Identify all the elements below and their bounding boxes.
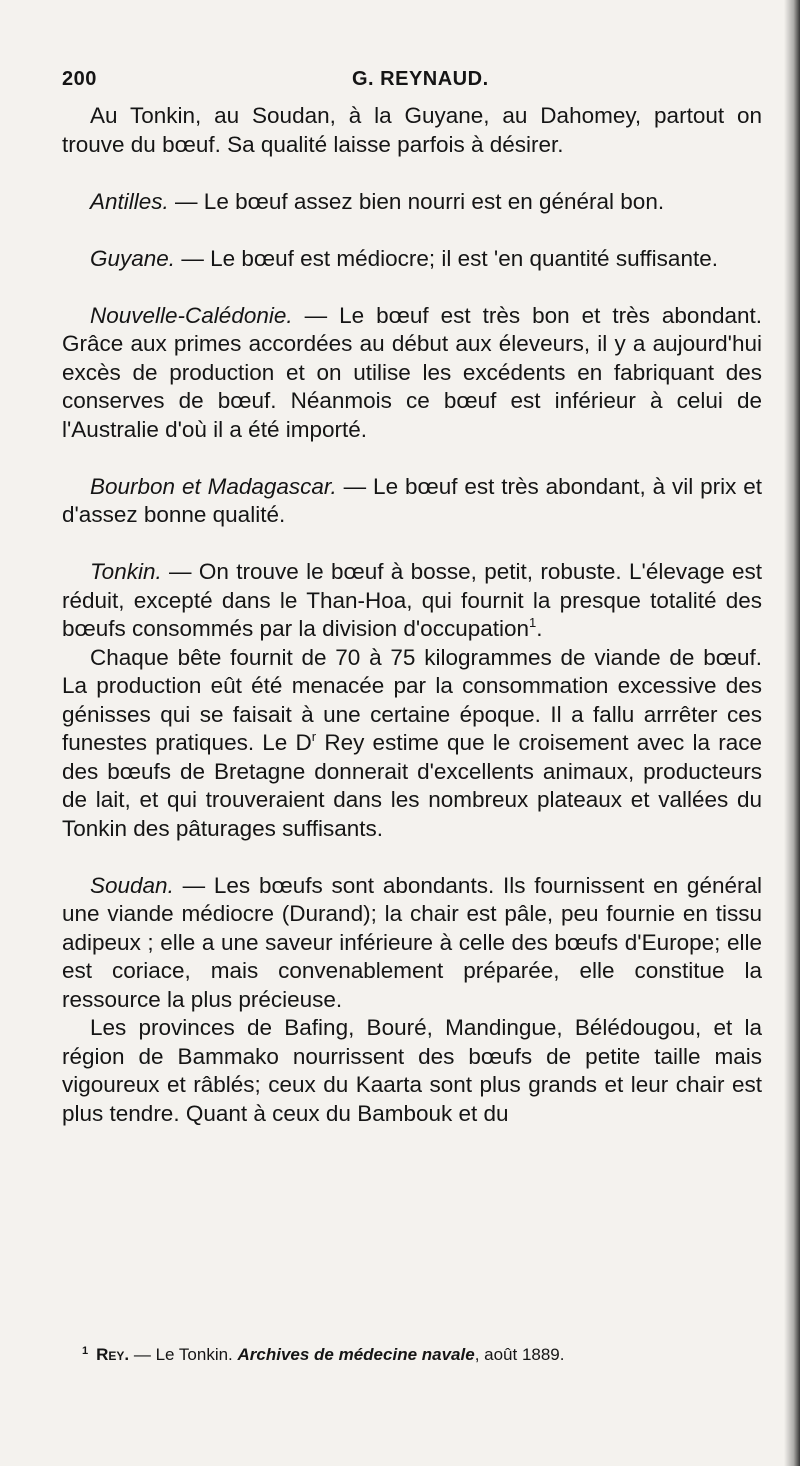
- footnote-author: Rey.: [96, 1345, 130, 1364]
- superscript-abbrev: r: [311, 729, 317, 744]
- footnote: [82, 1340, 762, 1366]
- paragraph-text: — Le bœuf est très abondant, à vil prix et d'assez bonne qualité.: [62, 473, 762, 527]
- paragraph-bourbon: [62, 473, 762, 530]
- paragraph-text: Rey estime que le croisement avec la race des bœufs de Bretagne donnerait d'excellents animaux, producteurs de lait, et qui trouveraient dans les nombreux plateaux et vallées du Tonkin des pâturages suffisants.: [62, 730, 762, 841]
- footnote-reference: 1: [529, 615, 537, 630]
- section-heading: Bourbon et Madagascar.: [90, 473, 337, 499]
- paragraph-text: — Les bœufs sont abondants. Ils fournissent en général une viande médiocre (Durand); la chair est pâle, peu fournie en tissu adipeux ; elle a une saveur inférieure à celle des bœufs d'Europe; elle est coriace, mais convenablement préparée, elle constitue la ressource la plus précieuse.: [62, 872, 762, 1012]
- paragraph-antilles: [62, 188, 762, 217]
- paragraph-intro: [62, 102, 762, 159]
- section-heading: Guyane.: [90, 245, 176, 271]
- paragraph-chaque-bete: [62, 644, 762, 844]
- paragraph-text: — Le bœuf est médiocre; il est 'en quantité suffisante.: [175, 245, 718, 271]
- section-heading: Soudan.: [90, 872, 174, 898]
- paragraph-provinces: [62, 1014, 762, 1128]
- paragraph-text: — Le bœuf est très bon et très abondant. Grâce aux primes accordées au début aux éleveurs, il y a aujourd'hui excès de production et on utilise les excédents en fabriquant des conserves de bœuf. Néanmois ce bœuf est inférieur à celui de l'Australie d'où il a été importé.: [62, 302, 762, 442]
- paragraph-text: — Le bœuf assez bien nourri est en général bon.: [168, 188, 665, 214]
- paragraph-text: Au Tonkin, au Soudan, à la Guyane, au Dahomey, partout on trouve du bœuf. Sa qualité laisse parfois à désirer.: [62, 103, 762, 157]
- footnote-date: , août 1889.: [474, 1345, 565, 1364]
- paragraph-text-end: .: [536, 616, 543, 641]
- section-heading: Antilles.: [90, 188, 169, 214]
- section-heading: Tonkin.: [90, 559, 162, 584]
- section-heading: Nouvelle-Calédonie.: [90, 302, 293, 328]
- paragraph-text: Chaque bête fournit de 70 à 75 kilogrammes de viande de bœuf. La production eût été menacée par la consommation excessive des génisses qui se faisait à une certaine époque. Il a fallu arrrêter ces funestes pratiques. Le D: [62, 644, 762, 755]
- page-number: 200: [62, 68, 97, 90]
- footnote-journal: Archives de médecine navale: [237, 1345, 475, 1364]
- footnote-text: — Le Tonkin.: [129, 1345, 238, 1364]
- body-text: [62, 102, 762, 1128]
- paragraph-text: — On trouve le bœuf à bosse, petit, robuste. L'élevage est réduit, excepté dans le Than-Hoa, qui fournit la presque totalité des bœufs consommés par la division d'occupation: [62, 559, 762, 641]
- page-header: [62, 60, 762, 96]
- running-head: G. REYNAUD.: [352, 68, 489, 90]
- paragraph-nouvelle-caledonie: [62, 302, 762, 445]
- paragraph-text: Les provinces de Bafing, Bouré, Mandingue, Bélédougou, et la région de Bammako nourrissent des bœufs de petite taille mais vigoureux et râblés; ceux du Kaarta sont plus grands et leur chair est plus tendre. Quant à ceux du Bambouk et du: [62, 1015, 762, 1126]
- paragraph-guyane: [62, 245, 762, 274]
- page-edge-shadow: [784, 0, 800, 1466]
- paragraph-soudan: [62, 872, 762, 1015]
- paragraph-tonkin: [62, 558, 762, 644]
- footnote-mark: 1: [82, 1345, 89, 1357]
